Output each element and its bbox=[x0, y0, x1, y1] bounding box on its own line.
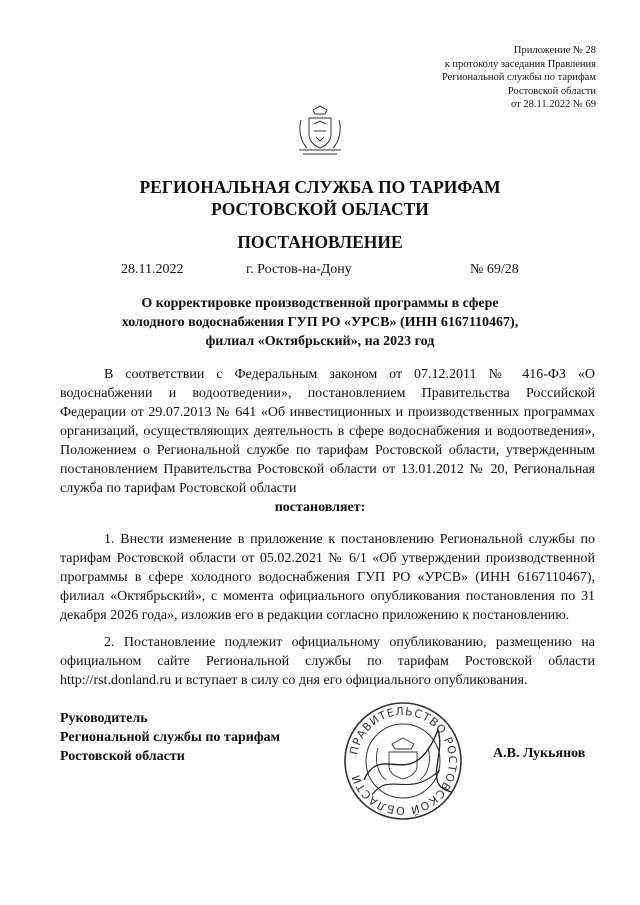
coat-of-arms-emblem bbox=[295, 104, 345, 158]
document-type: ПОСТАНОВЛЕНИЕ bbox=[237, 232, 403, 252]
document-city: г. Ростов-на-Дону bbox=[246, 262, 352, 277]
org-line: РОСТОВСКОЙ ОБЛАСТИ bbox=[211, 199, 429, 219]
preamble-paragraph: В соответствии с Федеральным законом от 07.12.2011 № 416-ФЗ «О водоснабжении и водоотведении», постановлением Правительства Российской Федерации от 29.07.2013 № 641 «Об инвестиционных и производственных программах организаций, осуществляющих деятельность в сфере водоснабжения и водоотведения», Положением о Региональной службе по тарифам Ростовской области, утвержденным постановлением Правительства Ростовской области от 13.01.2012 № 20, Региональная служба по тарифам Ростовской области bbox=[60, 367, 595, 496]
decides-heading: постановляет: bbox=[274, 500, 366, 515]
subject-line: холодного водоснабжения ГУП РО «УРСВ» (ИНН 6167110467), bbox=[121, 315, 519, 330]
org-line: РЕГИОНАЛЬНАЯ СЛУЖБА ПО ТАРИФАМ bbox=[139, 177, 501, 197]
official-seal-stamp bbox=[342, 700, 464, 822]
subject-line: О корректировке производственной программы в сфере bbox=[141, 296, 499, 311]
appendix-note bbox=[376, 44, 596, 112]
appendix-line: к протоколу заседания Правления bbox=[444, 58, 596, 70]
organization-title bbox=[0, 176, 640, 220]
document-date: 28.11.2022 bbox=[121, 262, 184, 277]
document-number: № 69/28 bbox=[470, 262, 519, 277]
signatory-line: Региональной службы по тарифам bbox=[60, 730, 281, 745]
document-subject bbox=[0, 294, 640, 351]
signatory-line: Руководитель bbox=[60, 711, 148, 726]
svg-text:ПРАВИТЕЛЬСТВО РОСТОВСКОЙ ОБЛАС: ПРАВИТЕЛЬСТВО РОСТОВСКОЙ ОБЛАСТИ bbox=[347, 704, 460, 818]
signatory-line: Ростовской области bbox=[60, 749, 185, 764]
item-paragraph: 2. Постановление подлежит официальному опубликованию, размещению на официальном сайте Региональной службы по тарифам Ростовской области http://rst.donland.ru и вступает в силу со дня его официального опубликования. bbox=[60, 635, 595, 688]
item-paragraph: 1. Внести изменение в приложение к постановлению Региональной службы по тарифам Ростовской области от 05.02.2021 № 6/1 «Об утверждении производственной программы в сфере холодного водоснабжения ГУП РО «УРСВ» (ИНН 6167110467), филиал «Октябрьский», с момента официального опубликования постановления по 31 декабря 2026 года», изложив его в редакции согласно приложению к постановлению. bbox=[60, 532, 595, 623]
appendix-line: от 28.11.2022 № 69 bbox=[511, 99, 596, 110]
signatory-name: А.В. Лукьянов bbox=[493, 746, 586, 761]
appendix-line: Приложение № 28 bbox=[513, 45, 596, 56]
appendix-line: Региональной службы по тарифам bbox=[441, 72, 596, 83]
appendix-line: Ростовской области bbox=[507, 85, 596, 97]
signatory-title bbox=[60, 709, 280, 766]
subject-line: филиал «Октябрьский», на 2023 год bbox=[205, 334, 435, 349]
